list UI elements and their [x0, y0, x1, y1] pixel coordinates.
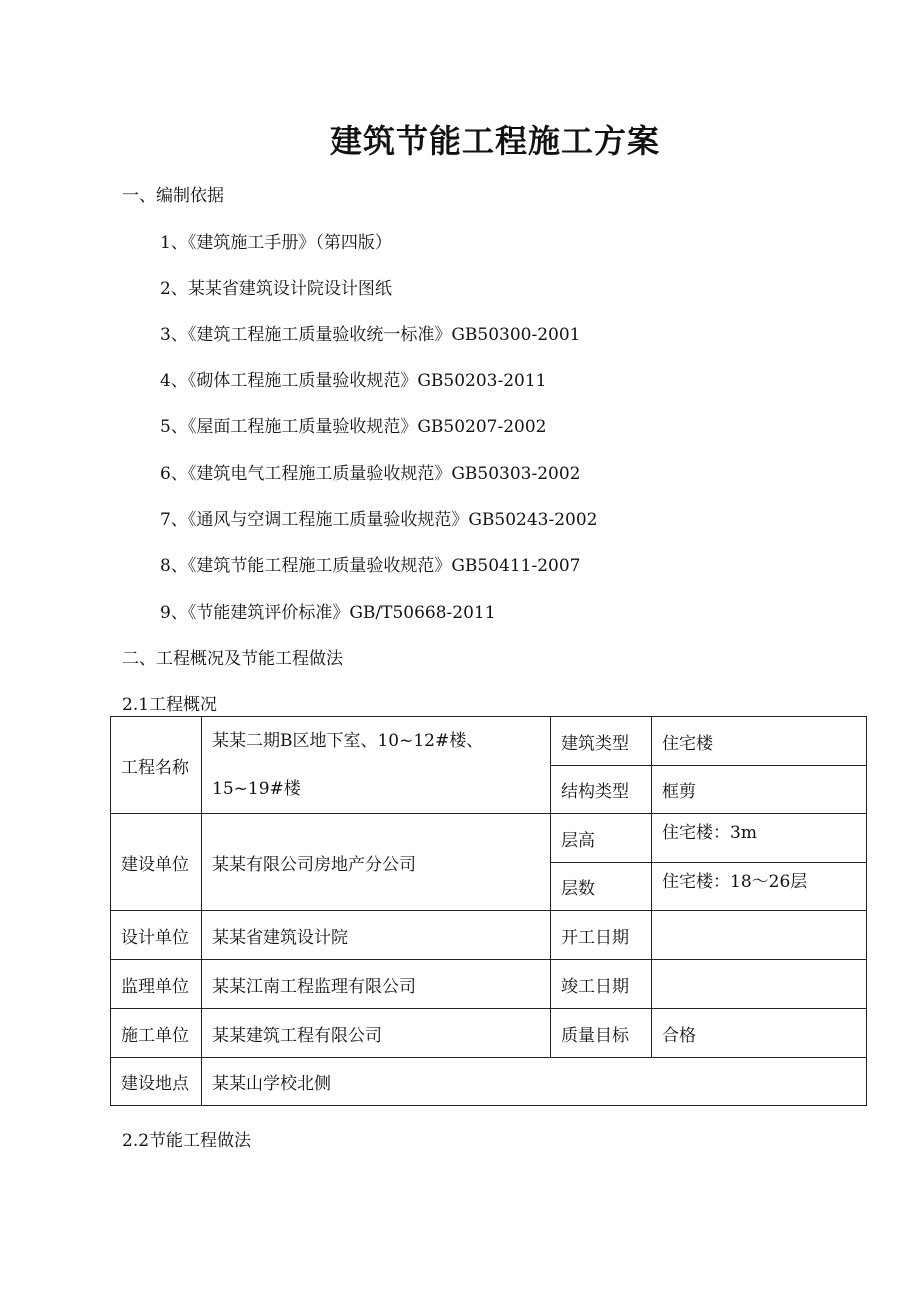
quality-label: 质量目标 [551, 1009, 652, 1058]
quality-value: 合格 [652, 1009, 867, 1058]
building-type-value: 住宅楼 [652, 717, 867, 766]
reference-item: 1、《建筑施工手册》（第四版） [160, 233, 392, 253]
project-overview-table [110, 716, 867, 1106]
contractor-label: 施工单位 [111, 1009, 202, 1058]
reference-item: 7、《通风与空调工程施工质量验收规范》GB50243-2002 [160, 510, 598, 530]
project-name-value: 某某二期B区地下室、10~12#楼、15~19#楼 [202, 717, 551, 814]
floor-height-value: 住宅楼：3m [652, 814, 867, 863]
building-type-label: 建筑类型 [551, 717, 652, 766]
structure-type-label: 结构类型 [551, 766, 652, 814]
start-date-value [652, 911, 867, 960]
project-name-label: 工程名称 [111, 717, 202, 814]
site-value: 某某山学校北侧 [202, 1058, 867, 1106]
reference-item: 2、某某省建筑设计院设计图纸 [160, 279, 392, 299]
structure-type-value: 框剪 [652, 766, 867, 814]
supervisor-label: 监理单位 [111, 960, 202, 1009]
document-title: 建筑节能工程施工方案 [329, 122, 660, 160]
reference-item: 9、《节能建筑评价标准》GB/T50668-2011 [160, 603, 496, 623]
floors-label: 层数 [551, 863, 652, 911]
reference-item: 5、《屋面工程施工质量验收规范》GB50207-2002 [160, 417, 547, 437]
owner-value: 某某有限公司房地产分公司 [202, 814, 551, 911]
reference-item: 6、《建筑电气工程施工质量验收规范》GB50303-2002 [160, 464, 581, 484]
floor-height-label: 层高 [551, 814, 652, 863]
subsection-heading-methods: 2.2节能工程做法 [122, 1131, 252, 1151]
designer-value: 某某省建筑设计院 [202, 911, 551, 960]
subsection-heading-overview: 2.1工程概况 [122, 695, 218, 715]
floors-value: 住宅楼：18～26层 [652, 863, 867, 911]
reference-item: 3、《建筑工程施工质量验收统一标准》GB50300-2001 [160, 325, 581, 345]
end-date-label: 竣工日期 [551, 960, 652, 1009]
section-heading-overview: 二、工程概况及节能工程做法 [122, 649, 343, 669]
start-date-label: 开工日期 [551, 911, 652, 960]
contractor-value: 某某建筑工程有限公司 [202, 1009, 551, 1058]
reference-item: 8、《建筑节能工程施工质量验收规范》GB50411-2007 [160, 556, 581, 576]
owner-label: 建设单位 [111, 814, 202, 911]
reference-item: 4、《砌体工程施工质量验收规范》GB50203-2011 [160, 371, 547, 391]
end-date-value [652, 960, 867, 1009]
supervisor-value: 某某江南工程监理有限公司 [202, 960, 551, 1009]
site-label: 建设地点 [111, 1058, 202, 1106]
designer-label: 设计单位 [111, 911, 202, 960]
section-heading-basis: 一、编制依据 [122, 186, 224, 206]
